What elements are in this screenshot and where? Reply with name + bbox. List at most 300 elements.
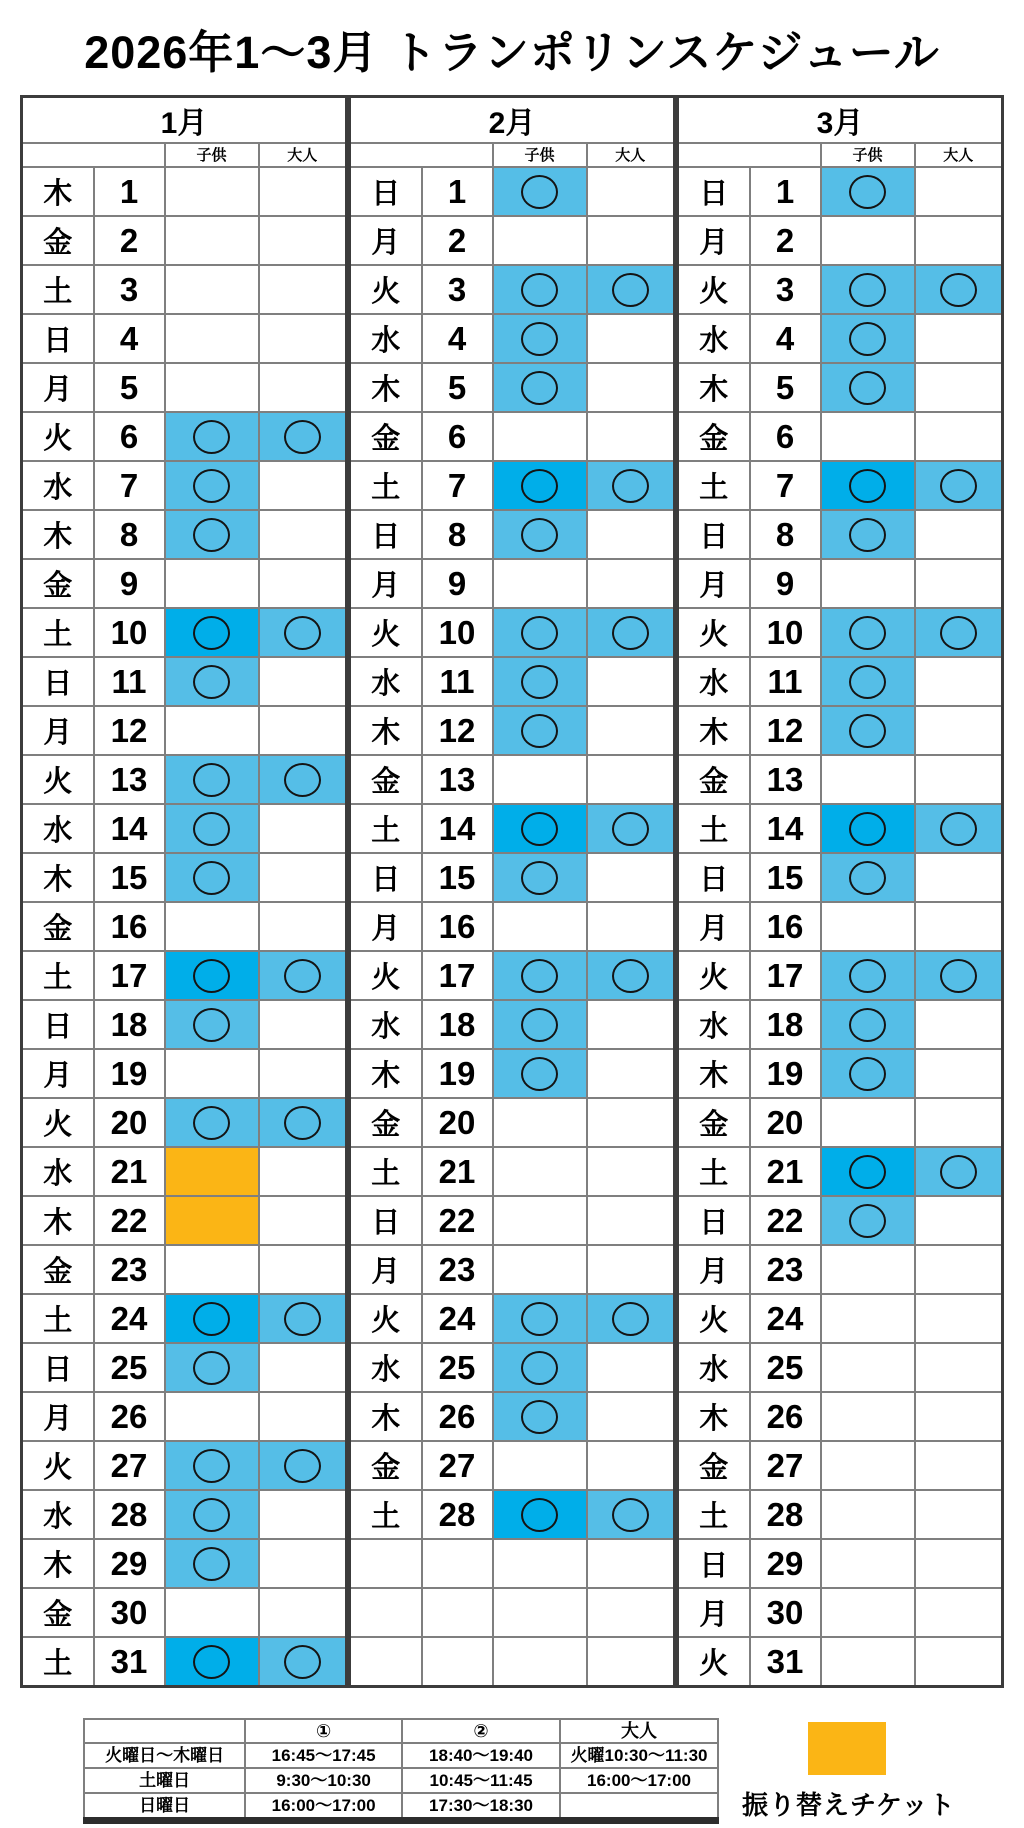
date-cell: 20: [750, 1098, 821, 1147]
availability-circle-icon: [849, 616, 886, 650]
legend-cell: 日曜日: [84, 1793, 245, 1821]
dow-cell: 月: [22, 1392, 94, 1441]
dow-cell: 月: [678, 559, 750, 608]
date-cell: 2: [750, 216, 821, 265]
kids-cell: [493, 216, 587, 265]
kids-cell: [493, 853, 587, 902]
adults-cell: [259, 951, 347, 1000]
adults-cell: [915, 559, 1003, 608]
kids-cell: [821, 1196, 915, 1245]
date-cell: 9: [94, 559, 165, 608]
date-cell: 1: [422, 167, 493, 216]
dow-cell: 木: [350, 363, 422, 412]
kids-cell: [165, 510, 259, 559]
date-cell: 24: [750, 1294, 821, 1343]
kids-cell: [821, 1392, 915, 1441]
kids-cell: [493, 902, 587, 951]
kids-cell: [165, 363, 259, 412]
dow-cell: 日: [678, 853, 750, 902]
dow-cell: 木: [350, 1049, 422, 1098]
date-cell: 2: [94, 216, 165, 265]
kids-cell: [493, 363, 587, 412]
availability-circle-icon: [521, 1302, 558, 1336]
date-cell: 14: [422, 804, 493, 853]
date-cell: 10: [94, 608, 165, 657]
kids-cell: [165, 804, 259, 853]
kids-cell: [165, 412, 259, 461]
kids-cell: [821, 1637, 915, 1687]
dow-cell: 水: [22, 1147, 94, 1196]
dow-cell: [350, 1539, 422, 1588]
kids-cell: [821, 657, 915, 706]
date-cell: 12: [422, 706, 493, 755]
adults-cell: [915, 363, 1003, 412]
kids-cell: [821, 1000, 915, 1049]
availability-circle-icon: [284, 1302, 321, 1336]
adults-cell: [587, 1490, 675, 1539]
availability-circle-icon: [521, 1498, 558, 1532]
dow-cell: 金: [350, 1098, 422, 1147]
adults-cell: [915, 1441, 1003, 1490]
availability-circle-icon: [849, 469, 886, 503]
kids-cell: [821, 1588, 915, 1637]
dow-cell: 月: [678, 1588, 750, 1637]
dow-cell: 火: [678, 608, 750, 657]
availability-circle-icon: [521, 273, 558, 307]
adults-cell: [915, 1539, 1003, 1588]
adults-cell: [587, 167, 675, 216]
adults-cell: [587, 1147, 675, 1196]
kids-cell: [821, 902, 915, 951]
date-cell: 24: [422, 1294, 493, 1343]
adults-cell: [587, 1245, 675, 1294]
kids-cell: [165, 1098, 259, 1147]
adults-cell: [259, 1392, 347, 1441]
availability-circle-icon: [193, 1547, 230, 1581]
dow-cell: 木: [22, 1539, 94, 1588]
adults-cell: [587, 951, 675, 1000]
availability-circle-icon: [612, 1498, 649, 1532]
dow-cell: 水: [350, 1000, 422, 1049]
dow-cell: 火: [350, 1294, 422, 1343]
date-cell: 10: [422, 608, 493, 657]
adults-cell: [259, 216, 347, 265]
availability-circle-icon: [849, 1155, 886, 1189]
time-legend-table: [83, 1718, 719, 1824]
kids-cell: [493, 1098, 587, 1147]
availability-circle-icon: [193, 763, 230, 797]
availability-circle-icon: [849, 959, 886, 993]
kids-cell: [165, 216, 259, 265]
replacement-ticket-label: 振り替えチケット: [742, 1790, 956, 1820]
dow-cell: 月: [350, 559, 422, 608]
kids-cell: [165, 1637, 259, 1687]
dow-cell: 木: [678, 363, 750, 412]
availability-circle-icon: [849, 273, 886, 307]
adults-cell: [915, 510, 1003, 559]
availability-circle-icon: [849, 714, 886, 748]
dow-cell: 土: [350, 1147, 422, 1196]
dow-cell: 火: [350, 265, 422, 314]
page-title: 2026年1～3月 トランポリンスケジュール: [84, 27, 940, 78]
adults-cell: [587, 265, 675, 314]
dow-cell: 土: [678, 804, 750, 853]
dow-cell: 金: [678, 1441, 750, 1490]
adults-cell: [259, 1588, 347, 1637]
adults-cell: [587, 804, 675, 853]
adults-cell: [259, 706, 347, 755]
dow-cell: 土: [678, 461, 750, 510]
availability-circle-icon: [940, 273, 977, 307]
dow-cell: 日: [22, 657, 94, 706]
kids-cell: [493, 1539, 587, 1588]
kids-cell: [821, 1049, 915, 1098]
kids-cell: [493, 1441, 587, 1490]
adults-cell: [259, 1049, 347, 1098]
adults-cell: [915, 1049, 1003, 1098]
adults-cell: [915, 1343, 1003, 1392]
kids-cell: [821, 951, 915, 1000]
adults-cell: [915, 1392, 1003, 1441]
kids-cell: [493, 1392, 587, 1441]
dow-cell: 日: [350, 1196, 422, 1245]
date-cell: 26: [94, 1392, 165, 1441]
adults-cell: [587, 1196, 675, 1245]
availability-circle-icon: [521, 616, 558, 650]
kids-cell: [493, 755, 587, 804]
availability-circle-icon: [612, 273, 649, 307]
dow-cell: 日: [678, 1196, 750, 1245]
date-cell: [422, 1637, 493, 1687]
availability-circle-icon: [284, 1645, 321, 1679]
date-cell: 22: [750, 1196, 821, 1245]
availability-circle-icon: [284, 959, 321, 993]
kids-cell: [165, 1049, 259, 1098]
date-cell: 15: [750, 853, 821, 902]
schedule-calendar: [20, 95, 1024, 1688]
date-cell: 16: [422, 902, 493, 951]
date-cell: 6: [94, 412, 165, 461]
legend-cell: 16:00～17:00: [245, 1793, 402, 1821]
availability-circle-icon: [193, 469, 230, 503]
date-cell: 6: [422, 412, 493, 461]
date-cell: 14: [750, 804, 821, 853]
dow-cell: 土: [22, 1637, 94, 1687]
date-cell: 18: [94, 1000, 165, 1049]
availability-circle-icon: [521, 1008, 558, 1042]
date-cell: 22: [94, 1196, 165, 1245]
dow-cell: 水: [678, 1343, 750, 1392]
adults-cell: [915, 216, 1003, 265]
date-cell: 15: [94, 853, 165, 902]
kids-cell: [165, 657, 259, 706]
subheader-kids: 子供: [493, 143, 587, 167]
availability-circle-icon: [521, 1400, 558, 1434]
availability-circle-icon: [849, 518, 886, 552]
date-cell: 19: [94, 1049, 165, 1098]
date-cell: 18: [422, 1000, 493, 1049]
kids-cell: [821, 363, 915, 412]
kids-cell: [493, 314, 587, 363]
date-cell: 17: [422, 951, 493, 1000]
kids-cell: [165, 1343, 259, 1392]
kids-cell: [493, 1343, 587, 1392]
date-cell: 21: [94, 1147, 165, 1196]
availability-circle-icon: [193, 812, 230, 846]
adults-cell: [259, 1343, 347, 1392]
legend-cell: [560, 1793, 718, 1821]
kids-cell: [821, 216, 915, 265]
date-cell: 31: [750, 1637, 821, 1687]
dow-cell: 日: [678, 167, 750, 216]
adults-cell: [259, 1294, 347, 1343]
kids-cell: [821, 314, 915, 363]
kids-cell: [493, 1588, 587, 1637]
availability-circle-icon: [849, 665, 886, 699]
kids-cell: [493, 461, 587, 510]
adults-cell: [587, 1588, 675, 1637]
date-cell: 6: [750, 412, 821, 461]
availability-circle-icon: [849, 861, 886, 895]
subheader-adults: 大人: [587, 143, 675, 167]
kids-cell: [493, 1245, 587, 1294]
adults-cell: [259, 412, 347, 461]
kids-cell: [493, 608, 587, 657]
adults-cell: [915, 1490, 1003, 1539]
subheader-blank: [678, 143, 821, 167]
date-cell: 3: [750, 265, 821, 314]
date-cell: 29: [750, 1539, 821, 1588]
dow-cell: 金: [350, 412, 422, 461]
kids-cell: [493, 1147, 587, 1196]
availability-circle-icon: [849, 1204, 886, 1238]
adults-cell: [915, 1098, 1003, 1147]
availability-circle-icon: [193, 861, 230, 895]
adults-cell: [259, 804, 347, 853]
kids-cell: [821, 706, 915, 755]
legend-header-cell: 大人: [560, 1719, 718, 1743]
dow-cell: 土: [22, 951, 94, 1000]
adults-cell: [259, 1196, 347, 1245]
kids-cell: [493, 1490, 587, 1539]
adults-cell: [259, 314, 347, 363]
availability-circle-icon: [193, 1008, 230, 1042]
date-cell: 26: [422, 1392, 493, 1441]
dow-cell: 土: [22, 265, 94, 314]
date-cell: 8: [750, 510, 821, 559]
replacement-ticket-swatch: [808, 1722, 886, 1775]
kids-cell: [165, 1539, 259, 1588]
availability-circle-icon: [612, 469, 649, 503]
adults-cell: [259, 657, 347, 706]
kids-cell: [493, 657, 587, 706]
dow-cell: 金: [22, 902, 94, 951]
date-cell: 11: [94, 657, 165, 706]
dow-cell: 土: [350, 1490, 422, 1539]
legend-header-cell: [84, 1719, 245, 1743]
kids-cell: [821, 755, 915, 804]
subheader-blank: [22, 143, 165, 167]
kids-cell: [165, 902, 259, 951]
date-cell: 26: [750, 1392, 821, 1441]
date-cell: 9: [422, 559, 493, 608]
subheader-blank: [350, 143, 493, 167]
dow-cell: 火: [350, 608, 422, 657]
adults-cell: [587, 853, 675, 902]
dow-cell: [350, 1588, 422, 1637]
kids-cell: [165, 608, 259, 657]
date-cell: 5: [750, 363, 821, 412]
legend-cell: 土曜日: [84, 1768, 245, 1793]
date-cell: 7: [94, 461, 165, 510]
kids-cell: [493, 412, 587, 461]
date-cell: 13: [94, 755, 165, 804]
dow-cell: 月: [678, 216, 750, 265]
dow-cell: 土: [350, 461, 422, 510]
dow-cell: 水: [22, 461, 94, 510]
dow-cell: 金: [22, 1245, 94, 1294]
adults-cell: [915, 1637, 1003, 1687]
adults-cell: [587, 1539, 675, 1588]
kids-cell: [493, 1049, 587, 1098]
kids-cell: [821, 1294, 915, 1343]
kids-cell: [821, 1441, 915, 1490]
dow-cell: 土: [678, 1147, 750, 1196]
dow-cell: 月: [22, 363, 94, 412]
date-cell: 19: [750, 1049, 821, 1098]
kids-cell: [165, 951, 259, 1000]
subheader-kids: 子供: [165, 143, 259, 167]
availability-circle-icon: [284, 1106, 321, 1140]
date-cell: 2: [422, 216, 493, 265]
adults-cell: [915, 1294, 1003, 1343]
dow-cell: 木: [22, 510, 94, 559]
dow-cell: 金: [678, 755, 750, 804]
dow-cell: 水: [678, 314, 750, 363]
dow-cell: 月: [350, 902, 422, 951]
subheader-adults: 大人: [259, 143, 347, 167]
availability-circle-icon: [193, 1106, 230, 1140]
legend-header-cell: ②: [402, 1719, 560, 1743]
dow-cell: 金: [350, 1441, 422, 1490]
date-cell: 3: [94, 265, 165, 314]
availability-circle-icon: [193, 959, 230, 993]
kids-cell: [821, 461, 915, 510]
date-cell: 28: [94, 1490, 165, 1539]
dow-cell: 金: [22, 559, 94, 608]
adults-cell: [259, 1147, 347, 1196]
kids-cell: [821, 167, 915, 216]
date-cell: 16: [750, 902, 821, 951]
availability-circle-icon: [849, 371, 886, 405]
month-table-3: [676, 95, 1004, 1688]
adults-cell: [915, 314, 1003, 363]
dow-cell: 日: [678, 1539, 750, 1588]
adults-cell: [915, 1245, 1003, 1294]
dow-cell: 水: [678, 1000, 750, 1049]
date-cell: 7: [750, 461, 821, 510]
dow-cell: 木: [678, 1049, 750, 1098]
date-cell: 21: [422, 1147, 493, 1196]
dow-cell: 木: [350, 706, 422, 755]
adults-cell: [259, 1490, 347, 1539]
date-cell: 11: [422, 657, 493, 706]
adults-cell: [587, 706, 675, 755]
kids-cell: [821, 510, 915, 559]
dow-cell: 水: [350, 1343, 422, 1392]
availability-circle-icon: [521, 1351, 558, 1385]
adults-cell: [587, 559, 675, 608]
date-cell: 25: [750, 1343, 821, 1392]
adults-cell: [587, 1637, 675, 1687]
kids-cell: [165, 1147, 259, 1196]
availability-circle-icon: [521, 665, 558, 699]
dow-cell: 火: [22, 755, 94, 804]
date-cell: 12: [94, 706, 165, 755]
date-cell: 9: [750, 559, 821, 608]
adults-cell: [915, 461, 1003, 510]
dow-cell: 水: [678, 657, 750, 706]
availability-circle-icon: [284, 1449, 321, 1483]
date-cell: 17: [750, 951, 821, 1000]
date-cell: 14: [94, 804, 165, 853]
date-cell: 12: [750, 706, 821, 755]
availability-circle-icon: [193, 1449, 230, 1483]
date-cell: 3: [422, 265, 493, 314]
adults-cell: [259, 1539, 347, 1588]
adults-cell: [587, 1098, 675, 1147]
date-cell: 20: [94, 1098, 165, 1147]
availability-circle-icon: [521, 861, 558, 895]
date-cell: 24: [94, 1294, 165, 1343]
date-cell: 28: [422, 1490, 493, 1539]
kids-cell: [493, 1196, 587, 1245]
date-cell: 27: [422, 1441, 493, 1490]
adults-cell: [915, 853, 1003, 902]
adults-cell: [915, 167, 1003, 216]
adults-cell: [259, 755, 347, 804]
kids-cell: [493, 1294, 587, 1343]
adults-cell: [259, 559, 347, 608]
adults-cell: [915, 1196, 1003, 1245]
date-cell: 13: [422, 755, 493, 804]
kids-cell: [821, 1245, 915, 1294]
month-table-1: [20, 95, 348, 1688]
adults-cell: [587, 902, 675, 951]
dow-cell: 月: [22, 706, 94, 755]
date-cell: [422, 1539, 493, 1588]
adults-cell: [915, 804, 1003, 853]
dow-cell: 木: [678, 706, 750, 755]
availability-circle-icon: [193, 1302, 230, 1336]
adults-cell: [587, 216, 675, 265]
adults-cell: [915, 1588, 1003, 1637]
adults-cell: [587, 510, 675, 559]
date-cell: 28: [750, 1490, 821, 1539]
subheader-adults: 大人: [915, 143, 1003, 167]
date-cell: 18: [750, 1000, 821, 1049]
date-cell: 8: [94, 510, 165, 559]
kids-cell: [165, 1588, 259, 1637]
adults-cell: [915, 1147, 1003, 1196]
kids-cell: [493, 804, 587, 853]
date-cell: 16: [94, 902, 165, 951]
adults-cell: [259, 167, 347, 216]
replacement-ticket-legend: [742, 1722, 956, 1822]
adults-cell: [259, 461, 347, 510]
availability-circle-icon: [193, 1351, 230, 1385]
availability-circle-icon: [193, 1498, 230, 1532]
